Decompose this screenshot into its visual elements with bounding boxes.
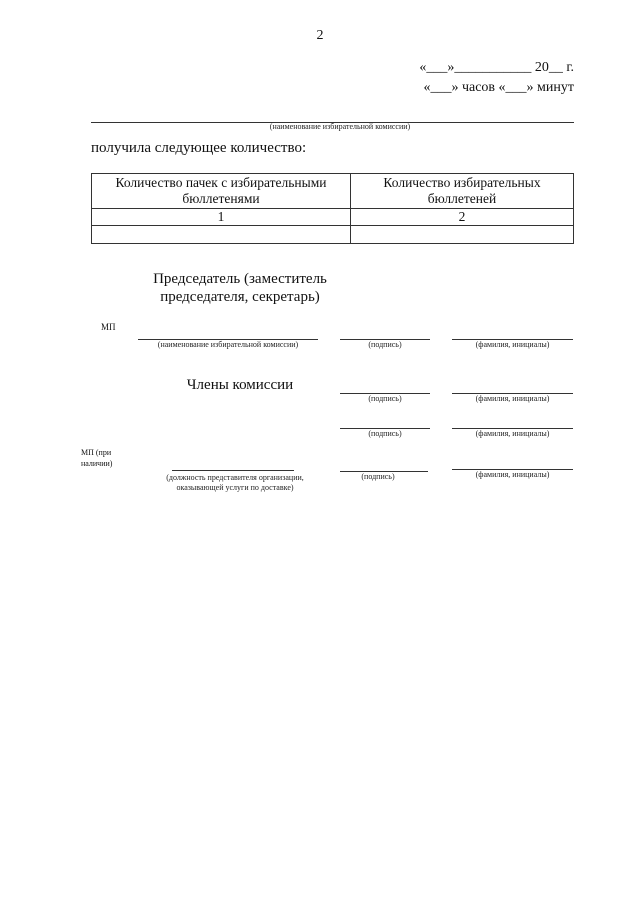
member-2-name-caption: (фамилия, инициалы) — [475, 429, 550, 438]
table-header-row — [92, 174, 574, 209]
mp-optional-label: МП (при наличии) — [81, 448, 113, 468]
column-number-2: 2 — [351, 209, 574, 226]
chair-signature-caption: (подпись) — [368, 340, 402, 349]
commission-name-caption: (наименование избирательной комиссии) — [269, 122, 411, 131]
member-1-name-caption: (фамилия, инициалы) — [475, 394, 550, 403]
quantity-table — [91, 173, 574, 244]
header-ballots: Количество избирательных бюллетеней — [351, 174, 574, 209]
received-text: получила следующее количество: — [91, 140, 307, 156]
ballots-count-cell[interactable] — [351, 226, 574, 244]
date-line: «___»___________ 20__ г. — [419, 60, 574, 75]
chairman-label: Председатель (заместитель председателя, секретарь) — [153, 271, 327, 305]
member-1-signature-caption: (подпись) — [368, 394, 402, 403]
header-packs: Количество пачек с избирательными бюллетенями — [92, 174, 351, 209]
table-number-row — [92, 209, 574, 226]
member-2-signature-caption: (подпись) — [368, 429, 402, 438]
table-row — [92, 226, 574, 244]
delivery-position-line[interactable] — [172, 470, 294, 471]
delivery-signature-caption: (подпись) — [361, 472, 395, 481]
chair-name-caption: (фамилия, инициалы) — [475, 340, 550, 349]
page-number: 2 — [316, 28, 324, 43]
mp-label: МП — [101, 322, 116, 332]
chair-commission-caption: (наименование избирательной комиссии) — [157, 340, 299, 349]
delivery-name-caption: (фамилия, инициалы) — [475, 470, 550, 479]
column-number-1: 1 — [92, 209, 351, 226]
packs-count-cell[interactable] — [92, 226, 351, 244]
time-line: «___» часов «___» минут — [423, 80, 574, 95]
delivery-position-caption: (должность представителя организации, оказывающей услуги по доставке) — [166, 473, 304, 492]
members-label: Члены комиссии — [186, 377, 294, 393]
